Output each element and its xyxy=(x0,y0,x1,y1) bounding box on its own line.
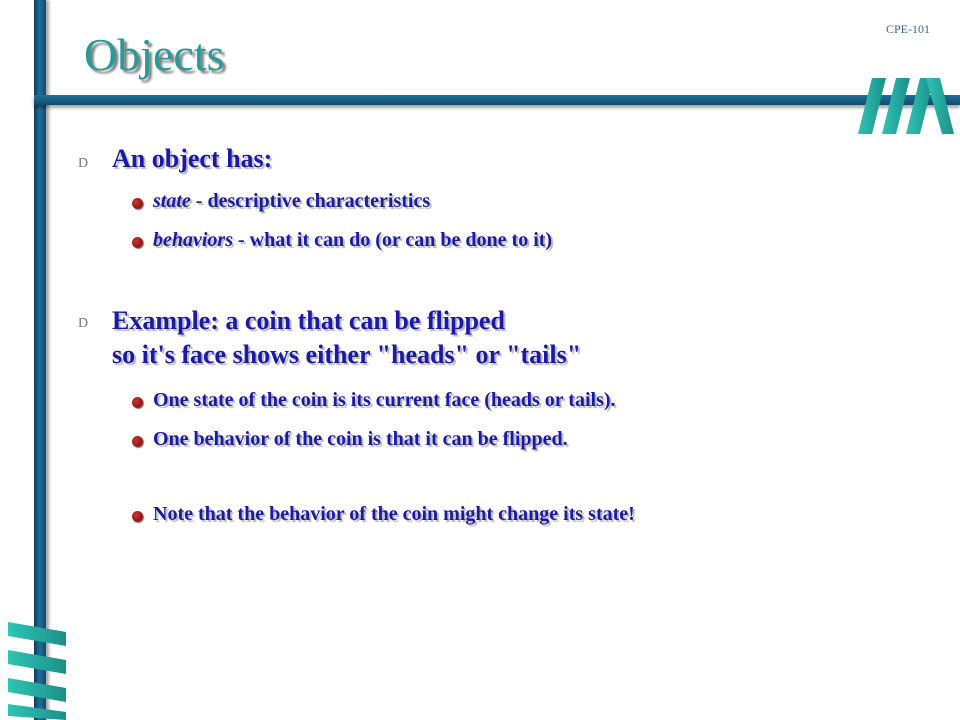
red-ball-icon xyxy=(132,436,143,447)
list-item: Note that the behavior of the coin might change its state! xyxy=(153,503,635,525)
red-ball-icon xyxy=(132,237,143,248)
course-code: CPE-101 xyxy=(886,22,931,36)
item-term: state xyxy=(153,190,191,212)
d-dingbat-icon: D xyxy=(78,316,89,331)
red-ball-icon xyxy=(132,397,143,408)
section-heading: An object has: xyxy=(112,144,273,173)
section-heading: Example: a coin that can be flipped xyxy=(112,306,505,335)
item-separator: - xyxy=(190,190,208,212)
item-separator: - xyxy=(233,229,250,251)
d-dingbat-icon: D xyxy=(78,156,89,171)
section-heading-line2: so it's face shows either "heads" or "tails" xyxy=(112,340,582,369)
slide-title: Objects xyxy=(84,29,225,80)
list-item xyxy=(153,189,953,213)
list-item: One behavior of the coin is that it can be flipped. xyxy=(153,428,568,450)
item-description: what it can do (or can be done to it) xyxy=(249,229,553,251)
item-term: behaviors xyxy=(153,229,233,251)
list-item xyxy=(153,228,953,252)
red-ball-icon xyxy=(132,511,143,522)
red-ball-icon xyxy=(132,198,143,209)
list-item: One state of the coin is its current face (heads or tails). xyxy=(153,389,616,411)
item-description: descriptive characteristics xyxy=(207,190,431,212)
